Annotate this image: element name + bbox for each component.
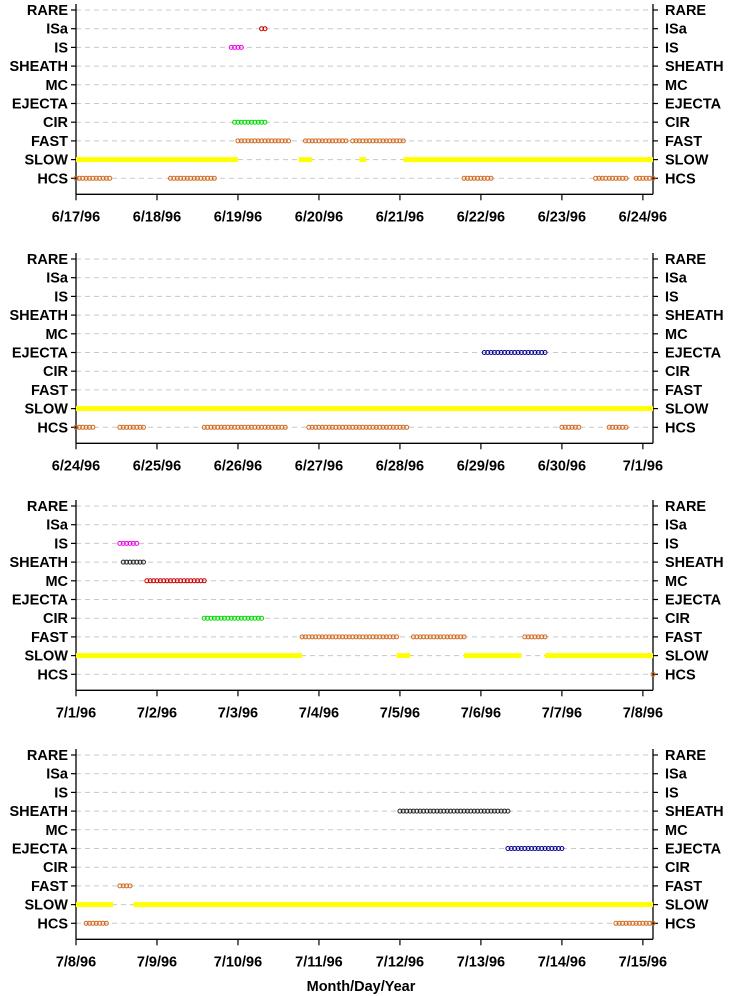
y-label-left-slow: SLOW: [24, 648, 68, 665]
y-label-right-rare: RARE: [665, 3, 707, 19]
y-label-right-slow: SLOW: [665, 152, 709, 169]
y-label-left-fast: FAST: [30, 133, 68, 150]
x-tick-label: 7/14/96: [537, 954, 587, 971]
y-label-right-is: IS: [665, 536, 679, 553]
x-tick-label: 7/4/96: [298, 705, 340, 722]
interval-hcs: [74, 425, 95, 429]
x-tick-label: 6/19/96: [213, 209, 263, 226]
y-label-right-fast: FAST: [665, 133, 703, 150]
y-label-right-ejecta: EJECTA: [665, 345, 722, 362]
interval-slow: [464, 653, 521, 658]
y-label-right-mc: MC: [665, 77, 688, 94]
y-label-left-slow: SLOW: [24, 401, 68, 418]
y-label-left-is: IS: [54, 289, 68, 306]
x-tick-label: 7/11/96: [295, 954, 343, 971]
y-label-left-hcs: HCS: [37, 916, 68, 933]
y-label-left-cir: CIR: [43, 364, 68, 381]
x-tick-label: 6/30/96: [537, 458, 587, 475]
y-label-right-isa: ISa: [665, 21, 687, 38]
y-label-left-mc: MC: [45, 77, 68, 94]
panel-3: [9, 499, 723, 721]
interval-slow: [76, 902, 113, 907]
data-bar-slow: [403, 157, 653, 162]
x-tick-label: 6/26/96: [213, 458, 263, 475]
y-label-left-slow: SLOW: [24, 152, 68, 169]
y-label-right-cir: CIR: [665, 860, 690, 877]
y-label-right-isa: ISa: [665, 517, 687, 534]
y-label-right-ejecta: EJECTA: [665, 592, 722, 609]
y-label-right-hcs: HCS: [665, 916, 696, 933]
y-label-left-rare: RARE: [26, 252, 68, 268]
y-label-left-is: IS: [54, 785, 68, 802]
x-tick-label: 7/2/96: [136, 705, 178, 722]
y-label-right-mc: MC: [665, 326, 688, 343]
y-label-right-fast: FAST: [665, 382, 703, 399]
x-tick-label: 7/5/96: [379, 705, 421, 722]
data-bar-slow: [299, 157, 312, 162]
x-tick-label: 7/6/96: [460, 705, 502, 722]
panel-4: [9, 748, 723, 970]
y-label-left-mc: MC: [45, 326, 68, 343]
x-axis-label: Month/Day/Year: [306, 979, 416, 995]
x-tick-label: 6/22/96: [456, 209, 506, 226]
x-tick-label: 7/3/96: [217, 705, 259, 722]
y-label-right-ejecta: EJECTA: [665, 841, 722, 858]
interval-hcs: [560, 425, 581, 429]
y-label-right-mc: MC: [665, 822, 688, 839]
y-label-left-rare: RARE: [26, 3, 68, 19]
data-bar-slow: [76, 902, 113, 907]
y-label-left-sheath: SHEATH: [9, 308, 68, 325]
interval-slow: [359, 157, 366, 162]
x-tick-label: 7/12/96: [375, 954, 425, 971]
data-bar-slow: [76, 406, 653, 411]
interval-slow: [133, 902, 653, 907]
x-tick-label: 7/7/96: [541, 705, 583, 722]
y-label-left-sheath: SHEATH: [9, 59, 68, 76]
y-label-left-hcs: HCS: [37, 171, 68, 188]
y-label-right-isa: ISa: [665, 270, 687, 287]
y-label-right-rare: RARE: [665, 252, 707, 268]
data-bar-slow: [397, 653, 410, 658]
x-tick-label: 6/18/96: [132, 209, 182, 226]
x-tick-label: 7/10/96: [213, 954, 263, 971]
y-label-right-slow: SLOW: [665, 401, 709, 418]
x-tick-label: 7/13/96: [456, 954, 506, 971]
y-label-right-cir: CIR: [665, 611, 690, 628]
y-label-right-slow: SLOW: [665, 648, 709, 665]
data-bar-slow: [76, 653, 302, 658]
x-tick-label: 6/27/96: [294, 458, 344, 475]
interval-fast: [523, 635, 547, 639]
y-label-left-fast: FAST: [30, 629, 68, 646]
y-label-right-sheath: SHEATH: [665, 59, 724, 76]
y-label-right-slow: SLOW: [665, 897, 709, 914]
x-tick-label: 6/24/96: [618, 209, 668, 226]
x-tick-label: 7/8/96: [55, 954, 97, 971]
y-label-right-hcs: HCS: [665, 667, 696, 684]
y-label-left-ejecta: EJECTA: [11, 592, 68, 609]
y-label-left-rare: RARE: [26, 748, 68, 764]
data-bar-slow: [464, 653, 521, 658]
y-label-left-ejecta: EJECTA: [11, 345, 68, 362]
y-label-left-sheath: SHEATH: [9, 555, 68, 572]
y-label-right-is: IS: [665, 40, 679, 57]
y-label-right-sheath: SHEATH: [665, 308, 724, 325]
y-label-right-rare: RARE: [665, 499, 707, 515]
interval-is: [118, 541, 139, 545]
y-label-left-isa: ISa: [46, 517, 68, 534]
y-label-right-rare: RARE: [665, 748, 707, 764]
y-label-left-slow: SLOW: [24, 897, 68, 914]
interval-fast: [303, 139, 347, 143]
y-label-right-hcs: HCS: [665, 171, 696, 188]
x-tick-label: 6/28/96: [375, 458, 425, 475]
interval-slow: [299, 157, 312, 162]
x-tick-label: 6/20/96: [294, 209, 344, 226]
y-label-left-cir: CIR: [43, 611, 68, 628]
data-bar-slow: [76, 157, 238, 162]
x-tick-label: 7/8/96: [622, 705, 664, 722]
y-label-right-sheath: SHEATH: [665, 804, 724, 821]
y-label-right-sheath: SHEATH: [665, 555, 724, 572]
interval-hcs: [634, 176, 655, 180]
y-label-left-ejecta: EJECTA: [11, 96, 68, 113]
y-label-left-ejecta: EJECTA: [11, 841, 68, 858]
panel-1: [9, 3, 723, 225]
x-tick-label: 6/24/96: [51, 458, 101, 475]
interval-slow: [76, 157, 238, 162]
interval-hcs: [607, 425, 628, 429]
x-tick-label: 7/15/96: [618, 954, 668, 971]
y-label-left-fast: FAST: [30, 878, 68, 895]
interval-hcs: [168, 176, 216, 180]
data-bar-slow: [133, 902, 653, 907]
y-label-left-mc: MC: [45, 573, 68, 590]
y-label-right-fast: FAST: [665, 629, 703, 646]
interval-slow: [403, 157, 653, 162]
y-label-right-is: IS: [665, 785, 679, 802]
interval-slow: [76, 653, 302, 658]
interval-slow: [545, 653, 653, 658]
y-label-left-isa: ISa: [46, 270, 68, 287]
panel-2: [9, 252, 723, 474]
interval-hcs: [118, 425, 146, 429]
data-bar-slow: [359, 157, 366, 162]
y-label-right-hcs: HCS: [665, 420, 696, 437]
data-bar-slow: [545, 653, 653, 658]
interval-ejecta: [482, 351, 547, 355]
interval-fast: [118, 884, 132, 888]
interval-sheath: [398, 809, 510, 813]
x-tick-label: 6/23/96: [537, 209, 587, 226]
y-label-left-is: IS: [54, 40, 68, 57]
y-label-left-hcs: HCS: [37, 420, 68, 437]
x-tick-label: 7/1/96: [55, 705, 97, 722]
y-label-left-fast: FAST: [30, 382, 68, 399]
y-label-left-rare: RARE: [26, 499, 68, 515]
interval-slow: [397, 653, 410, 658]
x-tick-label: 6/25/96: [132, 458, 182, 475]
y-label-right-mc: MC: [665, 573, 688, 590]
y-label-right-isa: ISa: [665, 766, 687, 783]
y-label-right-is: IS: [665, 289, 679, 306]
y-label-right-ejecta: EJECTA: [665, 96, 722, 113]
interval-cir: [233, 120, 267, 124]
y-label-left-isa: ISa: [46, 766, 68, 783]
y-label-right-cir: CIR: [665, 364, 690, 381]
x-tick-label: 7/1/96: [622, 458, 664, 475]
y-label-left-is: IS: [54, 536, 68, 553]
x-tick-label: 6/29/96: [456, 458, 506, 475]
y-label-right-cir: CIR: [665, 115, 690, 132]
y-label-right-fast: FAST: [665, 878, 703, 895]
y-label-left-mc: MC: [45, 822, 68, 839]
x-tick-label: 7/9/96: [136, 954, 178, 971]
interval-fast: [236, 139, 291, 143]
y-label-left-isa: ISa: [46, 21, 68, 38]
x-tick-label: 6/17/96: [51, 209, 101, 226]
x-tick-label: 6/21/96: [375, 209, 425, 226]
y-label-left-sheath: SHEATH: [9, 804, 68, 821]
y-label-left-cir: CIR: [43, 860, 68, 877]
y-label-left-hcs: HCS: [37, 667, 68, 684]
y-label-left-cir: CIR: [43, 115, 68, 132]
interval-slow: [76, 406, 653, 411]
